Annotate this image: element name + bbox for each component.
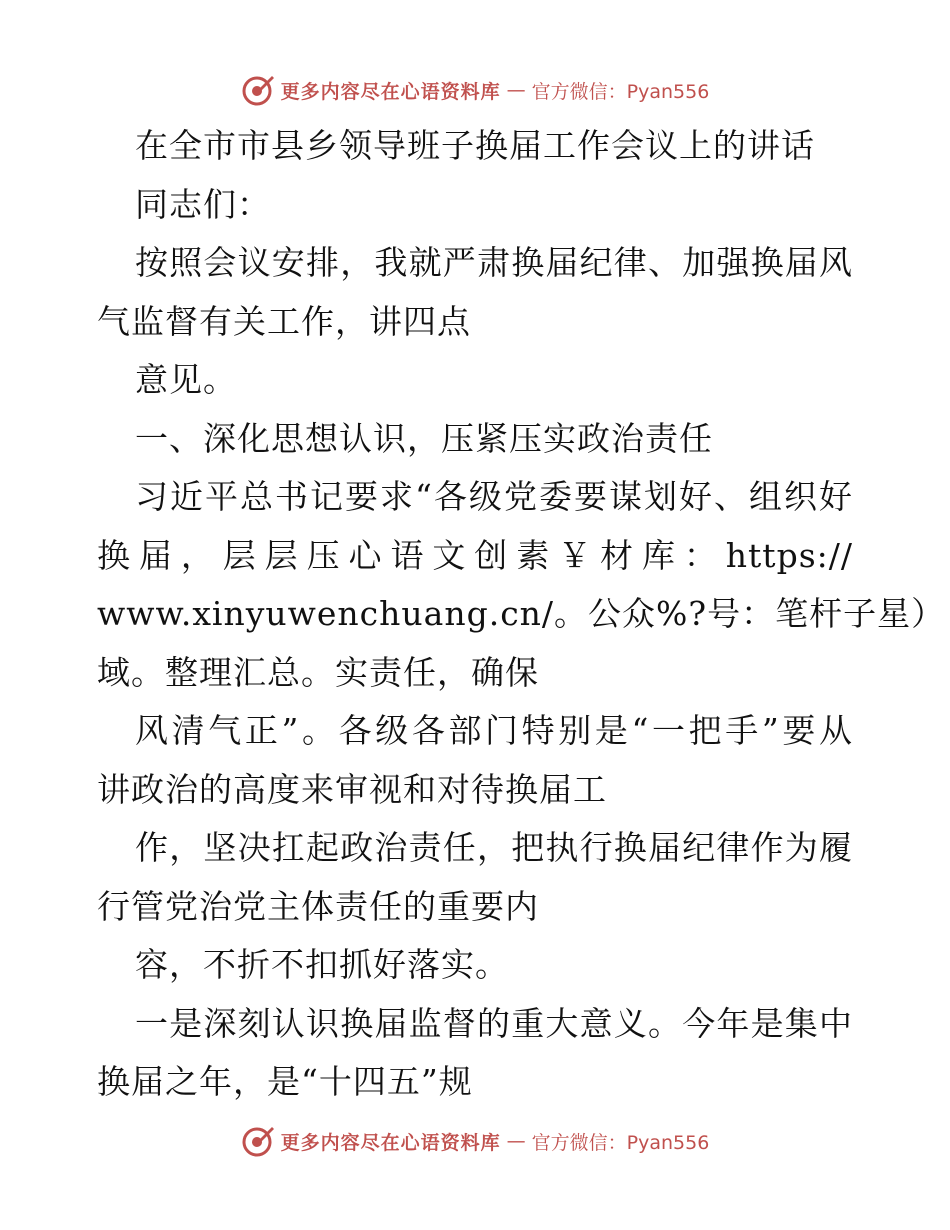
banner-wechat: 官方微信：Pyan556	[531, 1131, 710, 1154]
text-line: 按照会议安排，我就严肃换届纪律、加强换届风	[135, 243, 853, 282]
document-body	[97, 117, 946, 1112]
text-line: 域。整理汇总。实责任，确保	[97, 652, 539, 692]
quill-logo-icon	[241, 1124, 275, 1158]
text-line: 讲政治的高度来审视和对待换届工	[97, 769, 607, 809]
text-line: 换届，层层压心语文创素￥材库：https://	[97, 535, 853, 575]
text-line: 作，坚决扛起政治责任，把执行换届纪律作为履	[135, 828, 853, 867]
quill-logo-icon	[241, 73, 275, 107]
text-line: 一是深刻认识换届监督的重大意义。今年是集中	[135, 1003, 853, 1043]
text-line: 意见。	[135, 360, 237, 399]
text-line: 换届之年，是“十四五”规	[97, 1062, 473, 1101]
text-line: 在全市市县乡领导班子换届工作会议上的讲话	[135, 126, 815, 165]
banner-dash: —	[506, 79, 526, 101]
text-line: 一、深化思想认识，压紧压实政治责任	[135, 418, 713, 458]
text-line: www.xinyuwenchuang.cn/。公众%?号：笔杆子星）	[97, 594, 946, 633]
banner-dash: —	[506, 1130, 526, 1152]
header-banner	[0, 70, 950, 110]
text-line: 容，不折不扣抓好落实。	[135, 945, 509, 984]
footer-banner	[0, 1121, 950, 1161]
text-line: 风清气正”。各级各部门特别是“一把手”要从	[135, 711, 853, 750]
text-line: 气监督有关工作，讲四点	[97, 301, 471, 341]
text-line: 同志们：	[135, 184, 271, 224]
banner-wechat: 官方微信：Pyan556	[531, 80, 710, 103]
text-line: 行管党治党主体责任的重要内	[97, 886, 539, 926]
banner-brand: 更多内容尽在心语资料库	[280, 1131, 501, 1154]
banner-brand: 更多内容尽在心语资料库	[280, 80, 501, 103]
text-line: 习近平总书记要求“各级党委要谋划好、组织好	[135, 477, 853, 516]
